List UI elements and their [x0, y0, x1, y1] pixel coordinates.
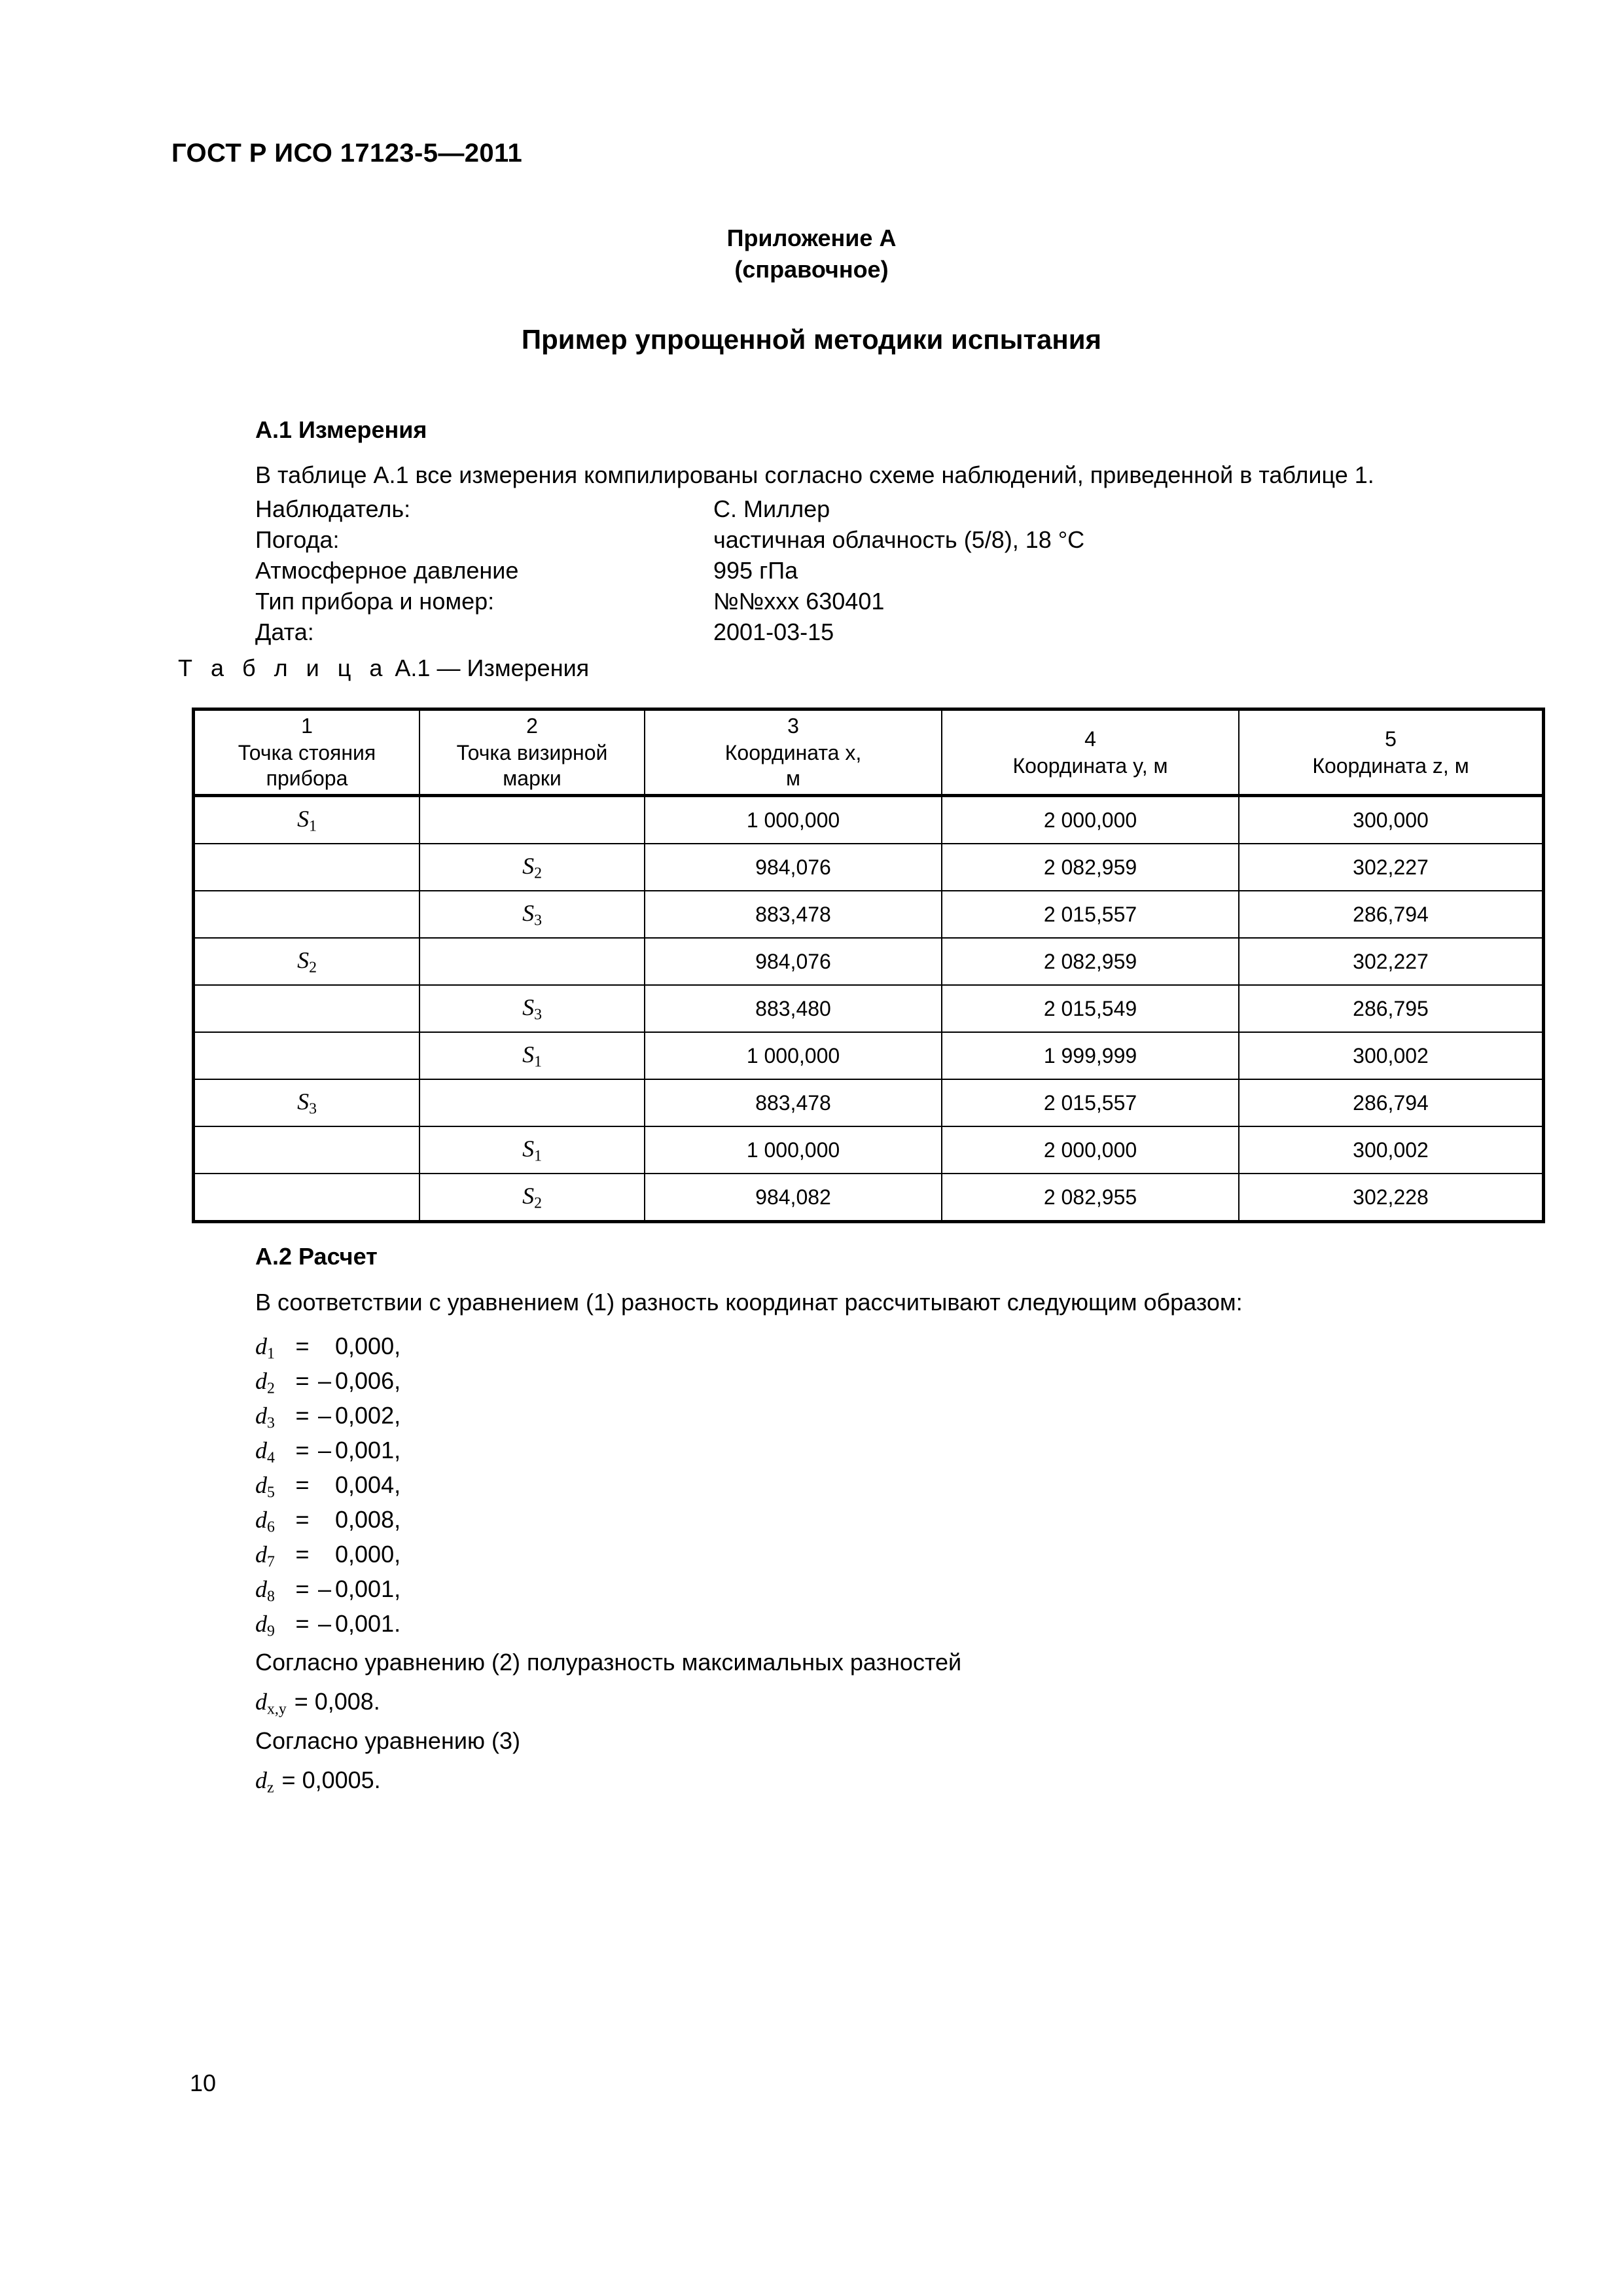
cell-y: 2 015,549: [942, 985, 1239, 1032]
column-title-line2: м: [786, 766, 800, 791]
measurements-table-head: [194, 709, 1544, 796]
equals-sign: =: [295, 1610, 310, 1637]
column-number: 4: [1084, 726, 1096, 751]
table-row: [194, 1079, 1544, 1126]
cell-z: 286,794: [1239, 1079, 1544, 1126]
difference-value: 0,001.: [335, 1610, 401, 1637]
value-sign: –: [317, 1367, 331, 1394]
table-caption-dash: —: [437, 655, 461, 681]
column-title-line1: Точка стояния: [238, 741, 376, 765]
cell-x: 1 000,000: [645, 1126, 942, 1174]
metadata-row: [255, 528, 1084, 559]
cell-z: 302,227: [1239, 844, 1544, 891]
cell-y: 2 000,000: [942, 1126, 1239, 1174]
equals-sign: =: [295, 1541, 310, 1568]
metadata-row: [255, 620, 1084, 651]
column-header-y: [942, 709, 1239, 796]
metadata-value: частичная облачность (5/8), 18 °C: [713, 526, 1085, 553]
cell-x: 984,076: [645, 844, 942, 891]
station-symbol: $S_2$: [297, 946, 317, 977]
difference-value: 0,001,: [335, 1437, 401, 1463]
difference-row: [255, 1610, 401, 1645]
cell-z: 286,794: [1239, 891, 1544, 938]
difference-row: [255, 1437, 401, 1471]
cell-y: 2 015,557: [942, 891, 1239, 938]
cell-y: 2 082,959: [942, 938, 1239, 985]
cell-station: [194, 938, 420, 985]
difference-value: 0,001,: [335, 1575, 401, 1602]
difference-values-list: [255, 1333, 401, 1645]
cell-y: 2 000,000: [942, 796, 1239, 844]
difference-value: 0,008,: [335, 1506, 401, 1533]
cell-station: [194, 1032, 420, 1079]
cell-z: 286,795: [1239, 985, 1544, 1032]
equation-3-reference-text: Согласно уравнению (3): [255, 1727, 520, 1754]
table-header-row: [194, 709, 1544, 796]
equals-sign: =: [295, 1402, 310, 1429]
cell-y: 2 015,557: [942, 1079, 1239, 1126]
table-a1-caption: [178, 655, 589, 682]
dxy-value: = 0,008.: [294, 1688, 380, 1715]
measurements-table-body: [194, 796, 1544, 1222]
table-caption-prefix: Т а б л и ц а: [178, 655, 389, 681]
target-symbol: $S_1$: [522, 1135, 542, 1165]
column-title-line1: Координата y, м: [1012, 753, 1168, 778]
cell-target: [419, 796, 645, 844]
difference-value: 0,006,: [335, 1367, 401, 1394]
section-a1-intro-text: В таблице А.1 все измерения компилированы согласно схеме наблюдений, приведенной в таблице 1.: [255, 461, 1374, 488]
column-number: 1: [301, 714, 313, 738]
cell-z: 302,227: [1239, 938, 1544, 985]
dz-symbol: $d_z$: [255, 1767, 274, 1797]
cell-station: [194, 844, 420, 891]
target-symbol: $S_1$: [522, 1041, 542, 1071]
measurement-metadata-table: [255, 497, 1084, 651]
table-row: [194, 1126, 1544, 1174]
section-a1-heading: А.1 Измерения: [255, 416, 427, 443]
table-row: [194, 796, 1544, 844]
column-number: 2: [526, 714, 538, 738]
cell-station: [194, 796, 420, 844]
metadata-key: Атмосферное давление: [255, 557, 519, 584]
annex-title: Пример упрощенной методики испытания: [521, 324, 1102, 355]
table-caption-number: А.1: [395, 655, 431, 681]
column-title-line1: Координата x,: [724, 741, 862, 765]
dxy-symbol: $d_{x,y}$: [255, 1689, 287, 1718]
cell-x: 883,480: [645, 985, 942, 1032]
value-sign: –: [317, 1610, 331, 1637]
column-title-line2: марки: [503, 766, 562, 791]
cell-z: 300,002: [1239, 1032, 1544, 1079]
cell-x: 1 000,000: [645, 1032, 942, 1079]
equals-sign: =: [295, 1437, 310, 1463]
table-row: [194, 1032, 1544, 1079]
cell-x: 883,478: [645, 891, 942, 938]
cell-x: 883,478: [645, 1079, 942, 1126]
cell-y: 2 082,955: [942, 1174, 1239, 1222]
difference-row: [255, 1575, 401, 1610]
cell-station: [194, 1174, 420, 1222]
metadata-row: [255, 559, 1084, 590]
difference-symbol: $d_2$: [255, 1368, 275, 1397]
difference-row: [255, 1333, 401, 1367]
equals-sign: =: [295, 1333, 310, 1359]
table-row: [194, 985, 1544, 1032]
metadata-key: Тип прибора и номер:: [255, 588, 495, 615]
metadata-value: №№xxx 630401: [713, 588, 885, 615]
value-sign: –: [317, 1575, 331, 1602]
cell-y: 1 999,999: [942, 1032, 1239, 1079]
difference-symbol: $d_8$: [255, 1576, 275, 1605]
cell-x: 984,076: [645, 938, 942, 985]
annex-label: Приложение А: [726, 224, 897, 251]
difference-value: 0,000,: [335, 1333, 401, 1359]
dxy-result-line: [255, 1688, 380, 1719]
difference-symbol: $d_1$: [255, 1333, 275, 1363]
metadata-key: Дата:: [255, 619, 314, 645]
document-standard-header: ГОСТ Р ИСО 17123-5—2011: [171, 139, 523, 168]
cell-y: 2 082,959: [942, 844, 1239, 891]
difference-symbol: $d_6$: [255, 1507, 275, 1536]
column-number: 5: [1385, 726, 1397, 751]
cell-target: [419, 891, 645, 938]
equation-2-reference-text: Согласно уравнению (2) полуразность максимальных разностей: [255, 1649, 962, 1676]
cell-station: [194, 985, 420, 1032]
annex-kind: (справочное): [734, 255, 889, 283]
column-title-line2: прибора: [266, 766, 348, 791]
equals-sign: =: [295, 1506, 310, 1533]
cell-station: [194, 1126, 420, 1174]
table-caption-title: Измерения: [467, 655, 590, 681]
difference-row: [255, 1471, 401, 1506]
difference-symbol: $d_9$: [255, 1611, 275, 1640]
cell-target: [419, 1079, 645, 1126]
cell-target: [419, 1032, 645, 1079]
difference-row: [255, 1367, 401, 1402]
difference-value: 0,004,: [335, 1471, 401, 1498]
column-title-line1: Координата z, м: [1312, 753, 1469, 778]
difference-symbol: $d_7$: [255, 1541, 275, 1571]
target-symbol: $S_2$: [522, 1182, 542, 1212]
column-title-line1: Точка визирной: [456, 741, 608, 765]
cell-target: [419, 844, 645, 891]
column-header-z: [1239, 709, 1544, 796]
cell-target: [419, 1174, 645, 1222]
metadata-value: 2001-03-15: [713, 619, 834, 645]
value-sign: –: [317, 1402, 331, 1429]
section-a2-heading: А.2 Расчет: [255, 1243, 378, 1270]
dz-value: = 0,0005.: [281, 1767, 381, 1793]
section-a2-intro-text: В соответствии с уравнением (1) разность координат рассчитывают следующим образом:: [255, 1289, 1243, 1316]
equals-sign: =: [295, 1367, 310, 1394]
page-number: 10: [190, 2070, 217, 2096]
equals-sign: =: [295, 1471, 310, 1498]
cell-x: 984,082: [645, 1174, 942, 1222]
cell-station: [194, 891, 420, 938]
table-row: [194, 844, 1544, 891]
metadata-row: [255, 590, 1084, 620]
metadata-key: Погода:: [255, 526, 340, 553]
difference-symbol: $d_4$: [255, 1437, 275, 1467]
target-symbol: $S_3$: [522, 994, 542, 1024]
cell-z: 300,000: [1239, 796, 1544, 844]
metadata-key: Наблюдатель:: [255, 495, 411, 522]
metadata-row: [255, 497, 1084, 528]
measurements-table: [192, 708, 1545, 1223]
equals-sign: =: [295, 1575, 310, 1602]
column-header-target: [419, 709, 645, 796]
column-header-x: [645, 709, 942, 796]
station-symbol: $S_1$: [297, 805, 317, 835]
cell-z: 302,228: [1239, 1174, 1544, 1222]
difference-value: 0,002,: [335, 1402, 401, 1429]
difference-symbol: $d_5$: [255, 1472, 275, 1501]
value-sign: –: [317, 1437, 331, 1463]
difference-row: [255, 1402, 401, 1437]
dz-result-line: [255, 1767, 381, 1797]
cell-target: [419, 938, 645, 985]
table-row: [194, 1174, 1544, 1222]
cell-target: [419, 1126, 645, 1174]
cell-station: [194, 1079, 420, 1126]
column-number: 3: [787, 714, 799, 738]
metadata-value: 995 гПа: [713, 557, 798, 584]
difference-row: [255, 1541, 401, 1575]
cell-z: 300,002: [1239, 1126, 1544, 1174]
difference-value: 0,000,: [335, 1541, 401, 1568]
target-symbol: $S_2$: [522, 852, 542, 882]
annex-heading-block: [0, 223, 1623, 285]
cell-target: [419, 985, 645, 1032]
table-row: [194, 891, 1544, 938]
station-symbol: $S_3$: [297, 1088, 317, 1118]
difference-row: [255, 1506, 401, 1541]
cell-x: 1 000,000: [645, 796, 942, 844]
column-header-station: [194, 709, 420, 796]
target-symbol: $S_3$: [522, 899, 542, 929]
table-row: [194, 938, 1544, 985]
metadata-value: С. Миллер: [713, 495, 830, 522]
difference-symbol: $d_3$: [255, 1403, 275, 1432]
